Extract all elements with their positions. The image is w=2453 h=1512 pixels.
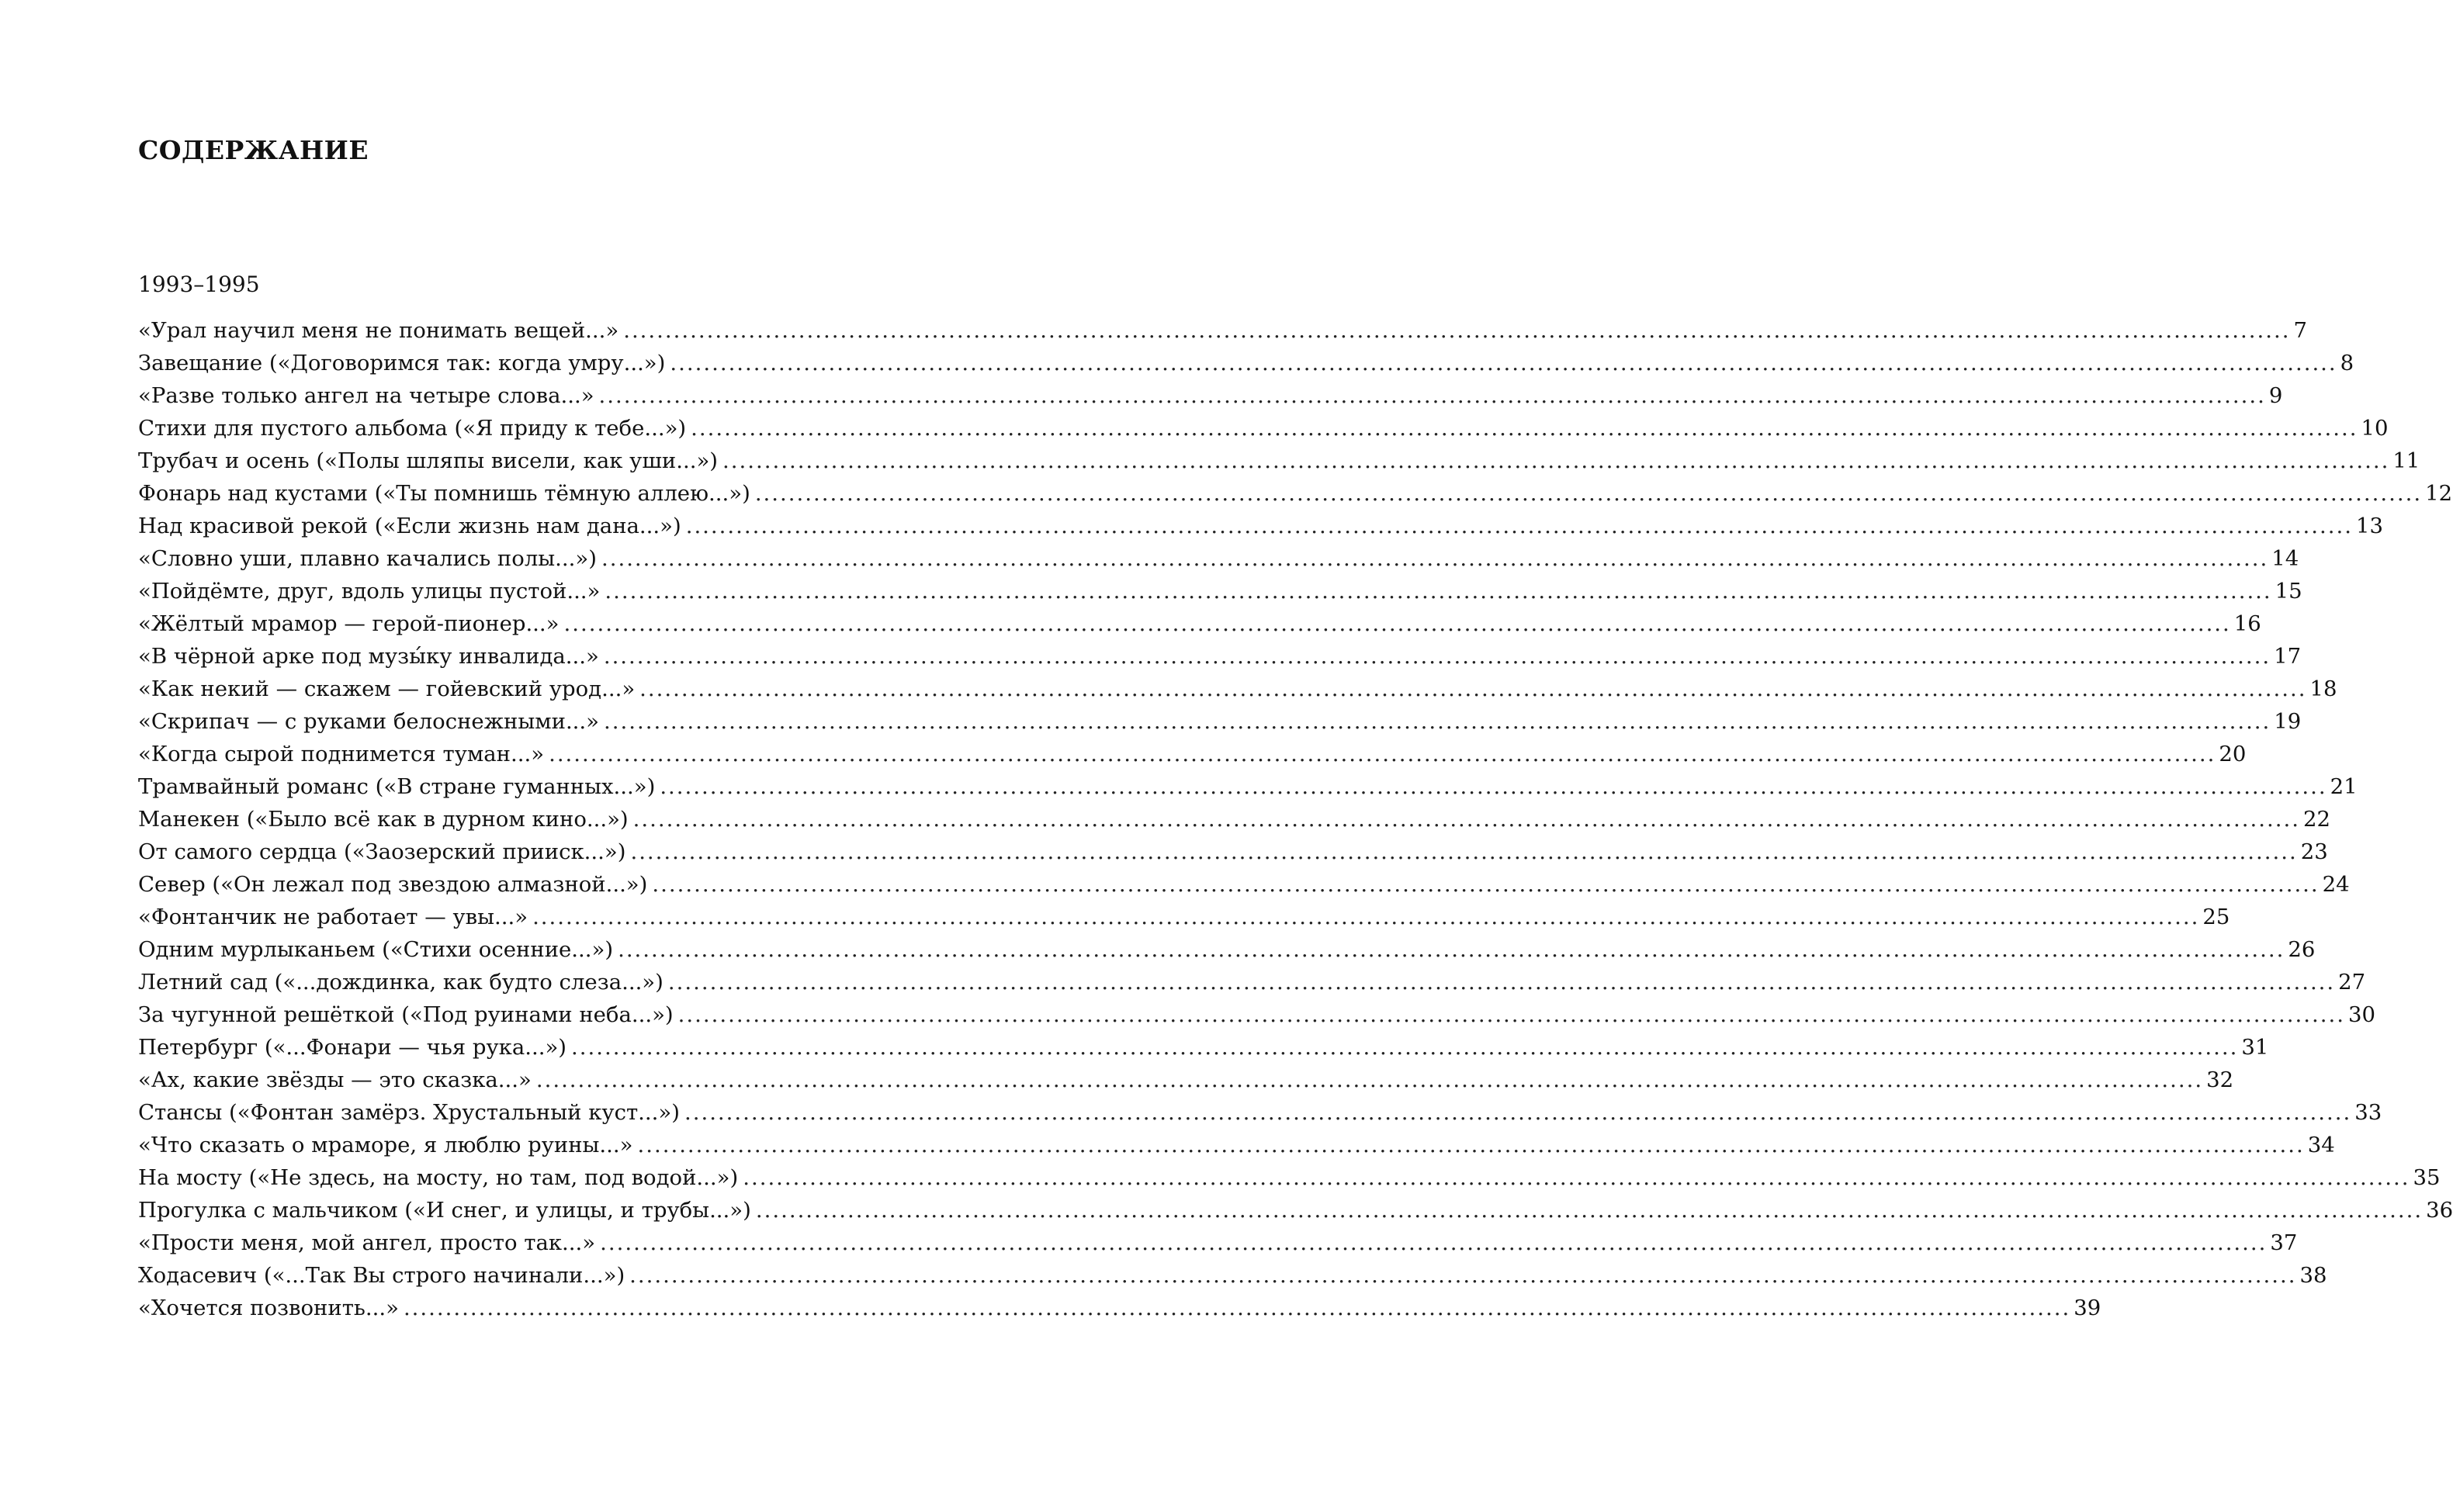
toc-entry-page: 30 xyxy=(2347,1002,2375,1027)
toc-entry-page: 32 xyxy=(2206,1067,2234,1092)
toc-entry-page: 15 xyxy=(2275,579,2302,604)
toc-entry-page: 25 xyxy=(2202,905,2230,929)
toc-entry-page: 12 xyxy=(2425,481,2453,506)
toc-entry-title: Стихи для пустого альбома («Я приду к тебе...») xyxy=(138,416,687,441)
toc-entry-title: Петербург («...Фонари — чья рука...») xyxy=(138,1035,567,1060)
toc-entry-title: Летний сад («...дождинка, как будто слеза...») xyxy=(138,970,663,995)
toc-entry-page: 9 xyxy=(2268,383,2283,408)
toc-entry-page: 18 xyxy=(2309,676,2337,701)
toc-dot-leader: ........................................................................................................................................................................................................ xyxy=(632,807,2300,832)
toc-entry-page: 19 xyxy=(2274,709,2302,734)
toc-entry-page: 20 xyxy=(2219,742,2247,766)
toc-entry-title: Фонарь над кустами («Ты помнишь тёмную аллею...») xyxy=(138,481,750,506)
toc-entry-page: 36 xyxy=(2426,1198,2453,1223)
toc-entry-page: 38 xyxy=(2299,1263,2327,1288)
toc-entry xyxy=(138,1227,2298,1259)
toc-entry xyxy=(138,868,2350,901)
toc-entry-title: Ходасевич («...Так Вы строго начинали...») xyxy=(138,1263,625,1288)
toc-entry xyxy=(138,901,2230,933)
toc-entry-title: «Словно уши, плавно качались полы...») xyxy=(138,546,597,571)
toc-entry-page: 27 xyxy=(2338,970,2366,995)
toc-dot-leader: ........................................................................................................................................................................................................ xyxy=(630,839,2298,864)
toc-entry xyxy=(138,933,2316,966)
toc-entry-title: Одним мурлыканьем («Стихи осенние...») xyxy=(138,937,614,962)
toc-entry-page: 31 xyxy=(2241,1035,2269,1060)
toc-dot-leader: ........................................................................................................................................................................................................ xyxy=(677,1002,2345,1027)
toc-dot-leader: ........................................................................................................................................................................................................ xyxy=(722,448,2390,473)
toc-entry-title: «Как некий — скажем — гойевский урод...» xyxy=(138,676,636,701)
toc-entry-title: Стансы («Фонтан замёрз. Хрустальный куст...») xyxy=(138,1100,680,1125)
toc-entry-page: 21 xyxy=(2330,774,2358,799)
toc-entry xyxy=(138,510,2383,542)
toc-entry-title: За чугунной решёткой («Под руинами неба...») xyxy=(138,1002,674,1027)
toc-entry-title: Трамвайный романс («В стране гуманных...») xyxy=(138,774,656,799)
toc-dot-leader: ........................................................................................................................................................................................................ xyxy=(535,1067,2204,1092)
toc-entry-page: 17 xyxy=(2274,644,2302,669)
toc-dot-leader: ........................................................................................................................................................................................................ xyxy=(670,351,2337,375)
toc-entry xyxy=(138,705,2302,738)
toc-dot-leader: ........................................................................................................................................................................................................ xyxy=(563,611,2231,636)
toc-dot-leader: ........................................................................................................................................................................................................ xyxy=(684,1100,2352,1125)
toc-entry-title: «Что сказать о мраморе, я люблю руины...» xyxy=(138,1133,633,1157)
toc-entry xyxy=(138,1129,2335,1161)
toc-entry xyxy=(138,1194,2453,1227)
toc-entry-title: Прогулка с мальчиком («И снег, и улицы, и трубы...») xyxy=(138,1198,751,1223)
toc-entry xyxy=(138,770,2358,803)
toc-entry-title: «Ах, какие звёзды — это сказка...» xyxy=(138,1067,532,1092)
toc-entry-title: Завещание («Договоримся так: когда умру...») xyxy=(138,351,666,375)
toc-entry-page: 10 xyxy=(2361,416,2389,441)
toc-entry-page: 13 xyxy=(2356,514,2383,538)
toc-dot-leader: ........................................................................................................................................................................................................ xyxy=(637,1133,2305,1157)
toc-entry xyxy=(138,542,2299,575)
toc-entry-page: 8 xyxy=(2340,351,2354,375)
toc-entry-page: 35 xyxy=(2413,1165,2441,1190)
toc-entry xyxy=(138,1031,2269,1064)
toc-dot-leader: ........................................................................................................................................................................................................ xyxy=(532,905,2200,929)
toc-dot-leader: ........................................................................................................................................................................................................ xyxy=(652,872,2320,897)
toc-dot-leader: ........................................................................................................................................................................................................ xyxy=(743,1165,2410,1190)
toc-entry-page: 34 xyxy=(2307,1133,2335,1157)
toc-entry-title: «Когда сырой поднимется туман...» xyxy=(138,742,545,766)
toc-entry-page: 24 xyxy=(2322,872,2350,897)
toc-entry xyxy=(138,998,2375,1031)
toc-entry xyxy=(138,379,2283,412)
toc-dot-leader: ........................................................................................................................................................................................................ xyxy=(755,1198,2424,1223)
toc-dot-leader: ........................................................................................................................................................................................................ xyxy=(601,546,2269,571)
toc-entry xyxy=(138,347,2354,379)
toc-entry xyxy=(138,836,2328,868)
toc-entry-title: Трубач и осень («Полы шляпы висели, как уши...») xyxy=(138,448,719,473)
toc-entry-page: 39 xyxy=(2074,1296,2101,1320)
toc-entry xyxy=(138,1064,2234,1096)
page-title: СОДЕРЖАНИЕ xyxy=(138,135,369,165)
toc-entry xyxy=(138,1096,2382,1129)
toc-entry xyxy=(138,966,2366,998)
toc-entry-title: «Прости меня, мой ангел, просто так...» xyxy=(138,1230,596,1255)
toc-entry-title: «Жёлтый мрамор — герой-пионер...» xyxy=(138,611,560,636)
toc-entry-title: «Пойдёмте, друг, вдоль улицы пустой...» xyxy=(138,579,601,604)
toc-entry-title: Над красивой рекой («Если жизнь нам дана...») xyxy=(138,514,681,538)
toc-dot-leader: ........................................................................................................................................................................................................ xyxy=(605,579,2272,604)
table-of-contents xyxy=(138,314,2453,1324)
toc-entry-title: «Урал научил меня не понимать вещей...» xyxy=(138,318,619,343)
toc-entry-page: 37 xyxy=(2270,1230,2298,1255)
toc-dot-leader: ........................................................................................................................................................................................................ xyxy=(639,676,2307,701)
toc-entry xyxy=(138,314,2307,347)
toc-entry-page: 11 xyxy=(2392,448,2420,473)
toc-entry xyxy=(138,738,2247,770)
toc-entry-page: 23 xyxy=(2300,839,2328,864)
toc-entry-page: 26 xyxy=(2288,937,2316,962)
toc-entry-title: «Скрипач — с руками белоснежными...» xyxy=(138,709,599,734)
toc-dot-leader: ........................................................................................................................................................................................................ xyxy=(603,644,2271,669)
toc-entry xyxy=(138,445,2420,477)
toc-entry-title: Север («Он лежал под звездою алмазной...») xyxy=(138,872,648,897)
toc-dot-leader: ........................................................................................................................................................................................................ xyxy=(629,1263,2297,1288)
toc-entry-title: «Фонтанчик не работает — увы...» xyxy=(138,905,528,929)
toc-entry-title: «Разве только ангел на четыре слова...» xyxy=(138,383,594,408)
toc-dot-leader: ........................................................................................................................................................................................................ xyxy=(403,1296,2071,1320)
toc-entry-title: От самого сердца («Заозерский прииск...») xyxy=(138,839,626,864)
toc-dot-leader: ........................................................................................................................................................................................................ xyxy=(754,481,2423,506)
toc-entry-title: «Хочется позвонить...» xyxy=(138,1296,399,1320)
toc-entry xyxy=(138,1259,2327,1292)
toc-entry xyxy=(138,1161,2441,1194)
toc-dot-leader: ........................................................................................................................................................................................................ xyxy=(600,1230,2268,1255)
toc-entry-page: 33 xyxy=(2354,1100,2382,1125)
section-heading: 1993–1995 xyxy=(138,272,260,297)
toc-dot-leader: ........................................................................................................................................................................................................ xyxy=(623,318,2291,343)
toc-entry xyxy=(138,607,2261,640)
toc-dot-leader: ........................................................................................................................................................................................................ xyxy=(691,416,2358,441)
toc-dot-leader: ........................................................................................................................................................................................................ xyxy=(549,742,2216,766)
toc-dot-leader: ........................................................................................................................................................................................................ xyxy=(598,383,2266,408)
toc-entry-page: 14 xyxy=(2271,546,2299,571)
toc-dot-leader: ........................................................................................................................................................................................................ xyxy=(604,709,2271,734)
toc-entry-title: Манекен («Было всё как в дурном кино...») xyxy=(138,807,629,832)
toc-entry xyxy=(138,477,2453,510)
toc-dot-leader: ........................................................................................................................................................................................................ xyxy=(571,1035,2239,1060)
toc-entry xyxy=(138,575,2302,607)
toc-entry xyxy=(138,803,2330,836)
toc-entry xyxy=(138,673,2337,705)
toc-entry-title: На мосту («Не здесь, на мосту, но там, под водой...») xyxy=(138,1165,739,1190)
toc-entry xyxy=(138,640,2302,673)
toc-entry-page: 7 xyxy=(2293,318,2307,343)
toc-dot-leader: ........................................................................................................................................................................................................ xyxy=(685,514,2353,538)
toc-entry-page: 16 xyxy=(2233,611,2261,636)
toc-dot-leader: ........................................................................................................................................................................................................ xyxy=(667,970,2336,995)
toc-entry xyxy=(138,412,2389,445)
toc-entry-page: 22 xyxy=(2302,807,2330,832)
toc-dot-leader: ........................................................................................................................................................................................................ xyxy=(618,937,2285,962)
toc-entry-title: «В чёрной арке под музы́ку инвалида...» xyxy=(138,644,599,669)
toc-entry xyxy=(138,1292,2101,1324)
toc-dot-leader: ........................................................................................................................................................................................................ xyxy=(660,774,2327,799)
